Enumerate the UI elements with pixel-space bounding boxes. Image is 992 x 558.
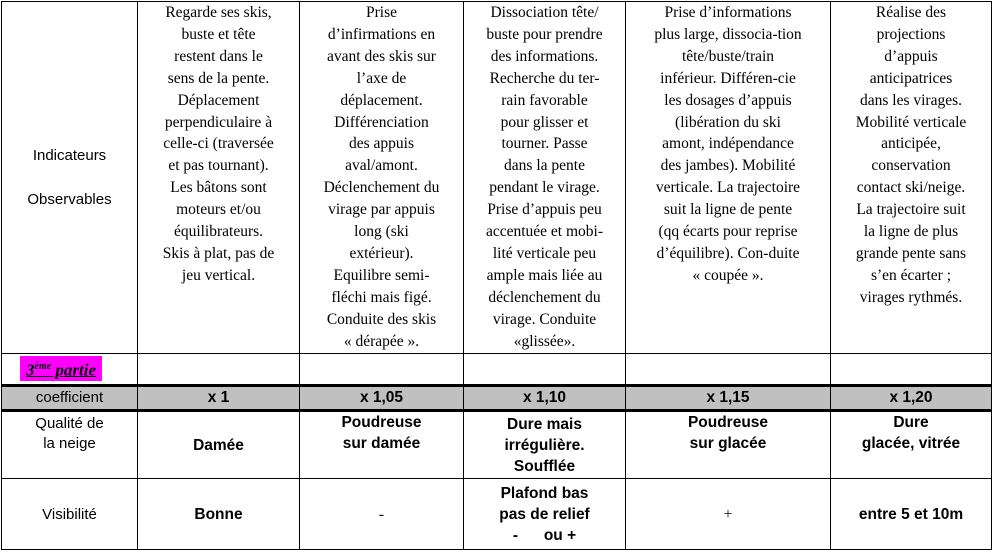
coefficient-value-5: x 1,20 bbox=[831, 386, 992, 411]
indicators-label bbox=[2, 2, 138, 354]
snow-quality-row bbox=[2, 411, 992, 479]
visibility-1: Bonne bbox=[138, 479, 300, 550]
part-empty-5 bbox=[831, 354, 992, 386]
snow-quality-label: Qualité de la neige bbox=[2, 411, 138, 479]
visibility-2: - bbox=[300, 479, 464, 550]
assessment-table bbox=[1, 1, 992, 550]
coefficient-label: coefficient bbox=[2, 386, 138, 411]
snow-quality-5: Dure glacée, vitrée bbox=[831, 411, 992, 479]
visibility-5: entre 5 et 10m bbox=[831, 479, 992, 550]
snow-quality-2: Poudreuse sur damée bbox=[300, 411, 464, 479]
coefficient-value-3: x 1,10 bbox=[464, 386, 626, 411]
part-row bbox=[2, 354, 992, 386]
coefficient-row bbox=[2, 386, 992, 411]
coefficient-value-2: x 1,05 bbox=[300, 386, 464, 411]
indicator-cell-2: Prise d’infirmations en avant des skis sur l’axe de déplacement. Différenciation des appuis aval/amont. Déclenchement du virage par appuis long (ski extérieur). Equilibre semi- fléchi mais figé. Conduite des skis « dérapée ». bbox=[300, 2, 464, 354]
visibility-label: Visibilité bbox=[2, 479, 138, 550]
indicator-cell-3: Dissociation tête/ buste pour prendre des informations. Recherche du ter- rain favorable pour glisser et tourner. Passe dans la pente pendant le virage. Prise d’appuis peu accentuée et mobi- lité verticale peu ample mais liée au déclenchement du virage. Conduite «glissée». bbox=[464, 2, 626, 354]
visibility-3: Plafond bas pas de relief - ou + bbox=[464, 479, 626, 550]
snow-quality-1: Damée bbox=[138, 411, 300, 479]
part-label-cell bbox=[2, 354, 138, 386]
indicators-label-line2: Observables bbox=[27, 190, 112, 208]
indicator-cell-4: Prise d’informations plus large, dissocia-tion tête/buste/train inférieur. Différen-cie les dosages d’appuis (libération du ski amont, indépendance des jambes). Mobilité verticale. La trajectoire suit la ligne de pente (qq écarts pour reprise d’équilibre). Con-duite « coupée ». bbox=[626, 2, 831, 354]
part-empty-4 bbox=[626, 354, 831, 386]
indicators-row bbox=[2, 2, 992, 354]
coefficient-value-4: x 1,15 bbox=[626, 386, 831, 411]
visibility-4: + bbox=[626, 479, 831, 550]
visibility-row bbox=[2, 479, 992, 550]
snow-quality-4: Poudreuse sur glacée bbox=[626, 411, 831, 479]
part-empty-2 bbox=[300, 354, 464, 386]
part-empty-3 bbox=[464, 354, 626, 386]
indicators-label-line1: Indicateurs bbox=[32, 146, 107, 164]
part-heading: 3ème partie bbox=[20, 356, 102, 382]
part-empty-1 bbox=[138, 354, 300, 386]
indicator-cell-1: Regarde ses skis, buste et tête restent dans le sens de la pente. Déplacement perpendiculaire à celle-ci (traversée et pas tournant). Les bâtons sont moteurs et/ou équilibrateurs. Skis à plat, pas de jeu vertical. bbox=[138, 2, 300, 354]
indicator-cell-5: Réalise des projections d’appuis anticipatrices dans les virages. Mobilité verticale anticipée, conservation contact ski/neige. La trajectoire suit la ligne de plus grande pente sans s’en écarter ; virages rythmés. bbox=[831, 2, 992, 354]
snow-quality-3: Dure mais irrégulière. Soufflée bbox=[464, 411, 626, 479]
coefficient-value-1: x 1 bbox=[138, 386, 300, 411]
